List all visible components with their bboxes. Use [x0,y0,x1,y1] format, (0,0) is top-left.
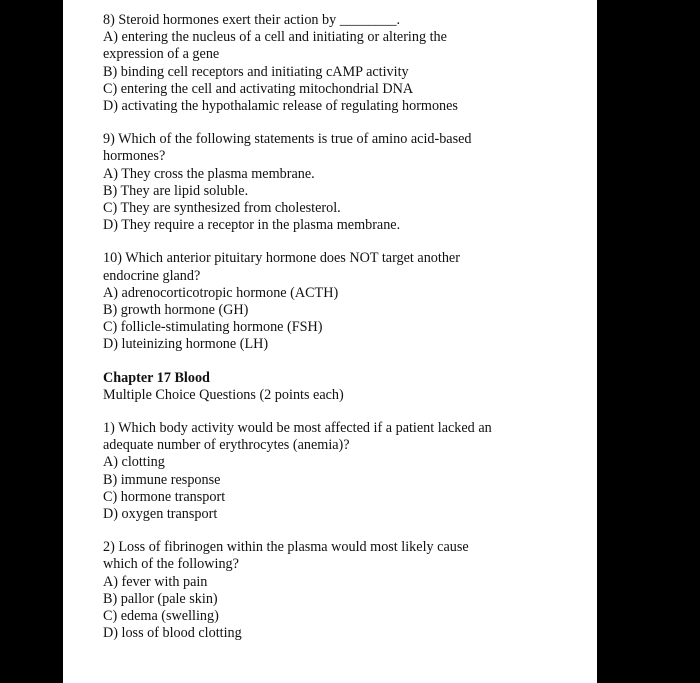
question-9 [103,131,573,234]
blood-question-1-stem-cont: adequate number of erythrocytes (anemia)? [103,437,350,454]
blood-question-2-stem: 2) Loss of fibrinogen within the plasma would most likely cause [103,539,469,556]
spacer [103,523,573,539]
blood-question-1-option-d: D) oxygen transport [103,506,218,523]
question-9-option-a: A) They cross the plasma membrane. [103,165,315,182]
question-8 [103,12,573,115]
question-8-option-b: B) binding cell receptors and initiating cAMP activity [103,63,409,80]
chapter-subtitle: Multiple Choice Questions (2 points each) [103,386,344,403]
blood-question-1-option-c: C) hormone transport [103,488,226,505]
question-10-stem-cont: endocrine gland? [103,267,201,284]
question-10-option-a: A) adrenocorticotropic hormone (ACTH) [103,284,339,301]
question-9-option-b: B) They are lipid soluble. [103,182,249,199]
question-8-option-d: D) activating the hypothalamic release of regulating hormones [103,98,458,115]
question-9-stem-cont: hormones? [103,148,166,165]
blood-question-2-option-b: B) pallor (pale skin) [103,590,218,607]
question-10-option-d: D) luteinizing hormone (LH) [103,336,269,353]
question-10-option-b: B) growth hormone (GH) [103,302,249,319]
question-8-stem: 8) Steroid hormones exert their action by ________. [103,12,401,28]
question-10-stem: 10) Which anterior pituitary hormone does NOT target another [103,250,460,267]
blood-question-2 [103,539,573,642]
chapter-title: Chapter 17 Blood [103,369,210,386]
blood-question-2-stem-cont: which of the following? [103,556,239,573]
blood-question-1-stem: 1) Which body activity would be most affected if a patient lacked an [103,420,492,437]
question-8-option-a-cont: expression of a gene [103,46,220,63]
blood-question-2-option-c: C) edema (swelling) [103,608,219,625]
chapter-header [103,370,573,404]
question-8-option-c: C) entering the cell and activating mitochondrial DNA [103,80,414,97]
document-page [63,0,597,683]
blood-question-1-option-b: B) immune response [103,471,221,488]
question-10-option-c: C) follicle-stimulating hormone (FSH) [103,319,323,336]
spacer [103,354,573,370]
spacer [103,115,573,131]
question-9-stem: 9) Which of the following statements is true of amino acid-based [103,131,472,148]
question-9-option-d: D) They require a receptor in the plasma membrane. [103,217,401,234]
spacer [103,234,573,250]
question-10 [103,250,573,353]
document-content [103,12,573,643]
blood-question-2-option-d: D) loss of blood clotting [103,625,242,642]
spacer [103,404,573,420]
blood-question-1-option-a: A) clotting [103,454,165,471]
blood-question-1 [103,420,573,523]
question-9-option-c: C) They are synthesized from cholesterol. [103,200,341,217]
blood-question-2-option-a: A) fever with pain [103,573,208,590]
question-8-option-a: A) entering the nucleus of a cell and initiating or altering the [103,29,447,46]
